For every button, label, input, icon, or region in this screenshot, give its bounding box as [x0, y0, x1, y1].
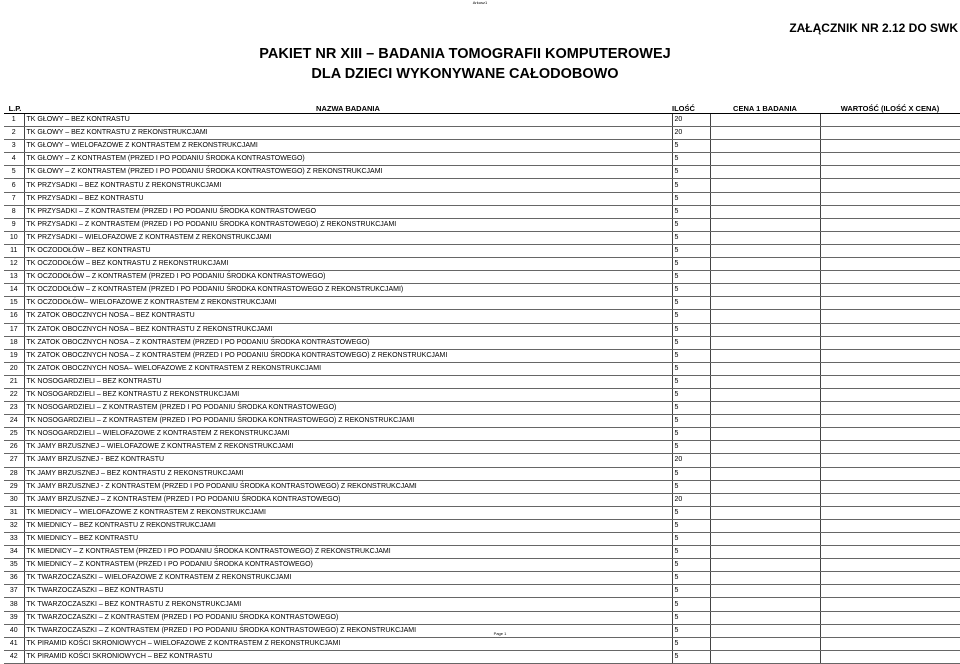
column-header-value: WARTOŚĆ (ILOŚĆ X CENA): [820, 103, 960, 114]
table-row: [4, 650, 960, 663]
table-row: [4, 467, 960, 480]
table-row: [4, 127, 960, 140]
row-price: [710, 415, 820, 428]
row-price: [710, 454, 820, 467]
row-qty: 5: [672, 480, 710, 493]
row-value: [820, 585, 960, 598]
row-value: [820, 415, 960, 428]
row-lp: 28: [4, 467, 24, 480]
row-price: [710, 441, 820, 454]
row-qty: 5: [672, 572, 710, 585]
row-price: [710, 559, 820, 572]
row-qty: 5: [672, 585, 710, 598]
row-qty: 5: [672, 349, 710, 362]
row-lp: 11: [4, 244, 24, 257]
row-name: TK PRZYSADKI – Z KONTRASTEM (PRZED I PO PODANIU ŚRODKA KONTRASTOWEGO: [24, 205, 672, 218]
row-price: [710, 192, 820, 205]
row-name: TK NOSOGARDZIELI – WIELOFAZOWE Z KONTRASTEM Z REKONSTRUKCJAMI: [24, 428, 672, 441]
row-name: TK PRZYSADKI – WIELOFAZOWE Z KONTRASTEM Z REKONSTRUKCJAMI: [24, 231, 672, 244]
row-name: TK OCZODOŁÓW – Z KONTRASTEM (PRZED I PO PODANIU ŚRODKA KONTRASTOWEGO): [24, 271, 672, 284]
row-price: [710, 402, 820, 415]
row-lp: 21: [4, 375, 24, 388]
row-value: [820, 218, 960, 231]
row-lp: 1: [4, 114, 24, 127]
row-value: [820, 480, 960, 493]
row-value: [820, 637, 960, 650]
row-price: [710, 467, 820, 480]
row-qty: 5: [672, 140, 710, 153]
row-lp: 16: [4, 310, 24, 323]
table-row: [4, 323, 960, 336]
row-price: [710, 572, 820, 585]
row-lp: 23: [4, 402, 24, 415]
row-name: TK NOSOGARDZIELI – Z KONTRASTEM (PRZED I PO PODANIU ŚRODKA KONTRASTOWEGO): [24, 402, 672, 415]
row-lp: 19: [4, 349, 24, 362]
row-price: [710, 258, 820, 271]
row-name: TK TWARZOCZASZKI – WIELOFAZOWE Z KONTRASTEM Z REKONSTRUKCJAMI: [24, 572, 672, 585]
row-price: [710, 140, 820, 153]
table-row: [4, 258, 960, 271]
table-row: [4, 297, 960, 310]
row-price: [710, 375, 820, 388]
row-lp: 14: [4, 284, 24, 297]
row-lp: 34: [4, 546, 24, 559]
row-value: [820, 506, 960, 519]
row-name: TK MIEDNICY – BEZ KONTRASTU: [24, 533, 672, 546]
row-name: TK PRZYSADKI – Z KONTRASTEM (PRZED I PO PODANIU ŚRODKA KONTRASTOWEGO) Z REKONSTRUKCJAMI: [24, 218, 672, 231]
row-name: TK ZATOK OBOCZNYCH NOSA– WIELOFAZOWE Z KONTRASTEM Z REKONSTRUKCJAMI: [24, 362, 672, 375]
row-qty: 5: [672, 388, 710, 401]
row-qty: 5: [672, 650, 710, 663]
row-value: [820, 441, 960, 454]
row-value: [820, 349, 960, 362]
table-row: [4, 388, 960, 401]
row-qty: 20: [672, 127, 710, 140]
row-price: [710, 650, 820, 663]
table-row: [4, 611, 960, 624]
row-value: [820, 546, 960, 559]
row-value: [820, 388, 960, 401]
row-lp: 10: [4, 231, 24, 244]
row-price: [710, 271, 820, 284]
row-price: [710, 493, 820, 506]
row-price: [710, 336, 820, 349]
document-subtitle: DLA DZIECI WYKONYWANE CAŁODOBOWO: [311, 66, 619, 82]
row-lp: 35: [4, 559, 24, 572]
table-header-row: [4, 103, 960, 114]
row-price: [710, 585, 820, 598]
row-price: [710, 205, 820, 218]
row-value: [820, 205, 960, 218]
row-value: [820, 493, 960, 506]
row-lp: 6: [4, 179, 24, 192]
row-price: [710, 114, 820, 127]
page-number: Page 1: [493, 631, 507, 636]
row-lp: 15: [4, 297, 24, 310]
row-qty: 5: [672, 467, 710, 480]
document-title: PAKIET NR XIII – BADANIA TOMOGRAFII KOMPUTEROWEJ: [259, 46, 671, 62]
sheet-tab-label: Arkusz1: [472, 0, 488, 5]
row-value: [820, 598, 960, 611]
table-row: [4, 140, 960, 153]
row-value: [820, 140, 960, 153]
column-header-qty: ILOŚĆ: [672, 103, 710, 114]
row-qty: 5: [672, 231, 710, 244]
row-qty: 5: [672, 179, 710, 192]
row-name: TK NOSOGARDZIELI – BEZ KONTRASTU: [24, 375, 672, 388]
table-row: [4, 493, 960, 506]
row-value: [820, 258, 960, 271]
row-name: TK GŁOWY – Z KONTRASTEM (PRZED I PO PODANIU ŚRODKA KONTRASTOWEGO): [24, 153, 672, 166]
row-value: [820, 244, 960, 257]
row-qty: 5: [672, 559, 710, 572]
table-row: [4, 441, 960, 454]
table-body: [4, 114, 960, 664]
table-row: [4, 519, 960, 532]
row-lp: 5: [4, 166, 24, 179]
row-name: TK NOSOGARDZIELI – Z KONTRASTEM (PRZED I PO PODANIU ŚRODKA KONTRASTOWEGO) Z REKONSTRUKCJAMI: [24, 415, 672, 428]
row-name: TK TWARZOCZASZKI – BEZ KONTRASTU: [24, 585, 672, 598]
table-row: [4, 179, 960, 192]
row-price: [710, 310, 820, 323]
row-value: [820, 153, 960, 166]
row-name: TK MIEDNICY – Z KONTRASTEM (PRZED I PO PODANIU ŚRODKA KONTRASTOWEGO): [24, 559, 672, 572]
row-qty: 5: [672, 244, 710, 257]
row-price: [710, 297, 820, 310]
row-name: TK GŁOWY – BEZ KONTRASTU Z REKONSTRUKCJAMI: [24, 127, 672, 140]
row-lp: 29: [4, 480, 24, 493]
procedures-table: [4, 103, 960, 664]
row-qty: 5: [672, 533, 710, 546]
row-value: [820, 179, 960, 192]
row-price: [710, 323, 820, 336]
row-price: [710, 349, 820, 362]
row-lp: 20: [4, 362, 24, 375]
row-qty: 5: [672, 205, 710, 218]
row-name: TK ZATOK OBOCZNYCH NOSA – Z KONTRASTEM (PRZED I PO PODANIU ŚRODKA KONTRASTOWEGO) Z REKONSTRUKCJAMI: [24, 349, 672, 362]
row-qty: 5: [672, 546, 710, 559]
table-row: [4, 231, 960, 244]
row-lp: 41: [4, 637, 24, 650]
table-row: [4, 271, 960, 284]
row-qty: 5: [672, 166, 710, 179]
row-value: [820, 533, 960, 546]
table-row: [4, 402, 960, 415]
row-price: [710, 480, 820, 493]
row-name: TK OCZODOŁÓW– WIELOFAZOWE Z KONTRASTEM Z REKONSTRUKCJAMI: [24, 297, 672, 310]
row-price: [710, 428, 820, 441]
row-name: TK TWARZOCZASZKI – Z KONTRASTEM (PRZED I PO PODANIU ŚRODKA KONTRASTOWEGO) Z REKONSTRUKCJAMI: [24, 624, 672, 637]
row-lp: 17: [4, 323, 24, 336]
row-value: [820, 323, 960, 336]
table-row: [4, 480, 960, 493]
table-row: [4, 244, 960, 257]
row-qty: 20: [672, 493, 710, 506]
table-row: [4, 166, 960, 179]
table-row: [4, 362, 960, 375]
row-price: [710, 231, 820, 244]
row-price: [710, 611, 820, 624]
row-price: [710, 546, 820, 559]
row-qty: 5: [672, 624, 710, 637]
row-value: [820, 519, 960, 532]
row-price: [710, 519, 820, 532]
row-value: [820, 114, 960, 127]
table-row: [4, 218, 960, 231]
row-qty: 5: [672, 402, 710, 415]
row-name: TK TWARZOCZASZKI – BEZ KONTRASTU Z REKONSTRUKCJAMI: [24, 598, 672, 611]
row-qty: 5: [672, 271, 710, 284]
row-name: TK PRZYSADKI – BEZ KONTRASTU: [24, 192, 672, 205]
row-lp: 27: [4, 454, 24, 467]
row-qty: 5: [672, 375, 710, 388]
row-price: [710, 218, 820, 231]
table-row: [4, 506, 960, 519]
row-lp: 7: [4, 192, 24, 205]
column-header-lp: L.P.: [4, 103, 24, 114]
row-lp: 2: [4, 127, 24, 140]
row-name: TK PIRAMID KOŚCI SKRONIOWYCH – BEZ KONTRASTU: [24, 650, 672, 663]
row-name: TK MIEDNICY – BEZ KONTRASTU Z REKONSTRUKCJAMI: [24, 519, 672, 532]
row-price: [710, 637, 820, 650]
row-value: [820, 231, 960, 244]
row-value: [820, 336, 960, 349]
row-lp: 37: [4, 585, 24, 598]
row-name: TK GŁOWY – Z KONTRASTEM (PRZED I PO PODANIU ŚRODKA KONTRASTOWEGO) Z REKONSTRUKCJAMI: [24, 166, 672, 179]
table-row: [4, 533, 960, 546]
row-lp: 18: [4, 336, 24, 349]
row-lp: 8: [4, 205, 24, 218]
table-row: [4, 205, 960, 218]
row-lp: 42: [4, 650, 24, 663]
row-name: TK GŁOWY – BEZ KONTRASTU: [24, 114, 672, 127]
row-name: TK JAMY BRZUSZNEJ – Z KONTRASTEM (PRZED I PO PODANIU ŚRODKA KONTRASTOWEGO): [24, 493, 672, 506]
row-value: [820, 166, 960, 179]
row-price: [710, 533, 820, 546]
row-qty: 5: [672, 218, 710, 231]
row-price: [710, 166, 820, 179]
row-value: [820, 572, 960, 585]
row-qty: 5: [672, 310, 710, 323]
row-lp: 33: [4, 533, 24, 546]
row-qty: 5: [672, 598, 710, 611]
row-lp: 25: [4, 428, 24, 441]
row-name: TK PIRAMID KOŚCI SKRONIOWYCH – WIELOFAZOWE Z KONTRASTEM Z REKONSTRUKCJAMI: [24, 637, 672, 650]
column-header-price: CENA 1 BADANIA: [710, 103, 820, 114]
row-lp: 30: [4, 493, 24, 506]
row-lp: 40: [4, 624, 24, 637]
row-price: [710, 244, 820, 257]
row-lp: 13: [4, 271, 24, 284]
row-value: [820, 127, 960, 140]
row-name: TK OCZODOŁÓW – BEZ KONTRASTU: [24, 244, 672, 257]
row-qty: 5: [672, 519, 710, 532]
row-qty: 5: [672, 336, 710, 349]
row-name: TK OCZODOŁÓW – Z KONTRASTEM (PRZED I PO PODANIU ŚRODKA KONTRASTOWEGO Z REKONSTRUKCJAMI): [24, 284, 672, 297]
table-row: [4, 284, 960, 297]
row-value: [820, 362, 960, 375]
row-price: [710, 598, 820, 611]
table-row: [4, 114, 960, 127]
row-name: TK JAMY BRZUSZNEJ – WIELOFAZOWE Z KONTRASTEM Z REKONSTRUKCJAMI: [24, 441, 672, 454]
row-value: [820, 454, 960, 467]
row-lp: 12: [4, 258, 24, 271]
table-row: [4, 598, 960, 611]
row-qty: 20: [672, 114, 710, 127]
row-value: [820, 310, 960, 323]
table-row: [4, 336, 960, 349]
table-row: [4, 546, 960, 559]
table-row: [4, 637, 960, 650]
row-value: [820, 271, 960, 284]
row-name: TK JAMY BRZUSZNEJ - Z KONTRASTEM (PRZED I PO PODANIU ŚRODKA KONTRASTOWEGO) Z REKONSTRUKCJAMI: [24, 480, 672, 493]
row-value: [820, 559, 960, 572]
row-qty: 5: [672, 611, 710, 624]
row-name: TK ZATOK OBOCZNYCH NOSA – Z KONTRASTEM (PRZED I PO PODANIU ŚRODKA KONTRASTOWEGO): [24, 336, 672, 349]
row-name: TK GŁOWY – WIELOFAZOWE Z KONTRASTEM Z REKONSTRUKCJAMI: [24, 140, 672, 153]
row-lp: 32: [4, 519, 24, 532]
row-lp: 39: [4, 611, 24, 624]
row-value: [820, 192, 960, 205]
row-qty: 5: [672, 297, 710, 310]
column-header-name: NAZWA BADANIA: [24, 103, 672, 114]
row-lp: 22: [4, 388, 24, 401]
row-qty: 5: [672, 441, 710, 454]
table-row: [4, 375, 960, 388]
row-qty: 5: [672, 362, 710, 375]
row-qty: 5: [672, 637, 710, 650]
row-price: [710, 153, 820, 166]
annex-label: ZAŁĄCZNIK NR 2.12 DO SWK: [789, 21, 958, 35]
row-name: TK ZATOK OBOCZNYCH NOSA – BEZ KONTRASTU Z REKONSTRUKCJAMI: [24, 323, 672, 336]
row-lp: 9: [4, 218, 24, 231]
table-row: [4, 572, 960, 585]
row-lp: 3: [4, 140, 24, 153]
row-lp: 4: [4, 153, 24, 166]
table-row: [4, 454, 960, 467]
row-value: [820, 428, 960, 441]
row-qty: 5: [672, 323, 710, 336]
table-row: [4, 585, 960, 598]
row-price: [710, 284, 820, 297]
row-lp: 38: [4, 598, 24, 611]
row-qty: 20: [672, 454, 710, 467]
row-price: [710, 506, 820, 519]
table-row: [4, 559, 960, 572]
row-name: TK NOSOGARDZIELI – BEZ KONTRASTU Z REKONSTRUKCJAMI: [24, 388, 672, 401]
row-value: [820, 467, 960, 480]
table-row: [4, 310, 960, 323]
row-qty: 5: [672, 284, 710, 297]
table-row: [4, 349, 960, 362]
table-row: [4, 415, 960, 428]
row-name: TK PRZYSADKI – BEZ KONTRASTU Z REKONSTRUKCJAMI: [24, 179, 672, 192]
table-row: [4, 153, 960, 166]
row-lp: 24: [4, 415, 24, 428]
row-lp: 31: [4, 506, 24, 519]
row-name: TK JAMY BRZUSZNEJ - BEZ KONTRASTU: [24, 454, 672, 467]
row-qty: 5: [672, 192, 710, 205]
row-lp: 36: [4, 572, 24, 585]
row-qty: 5: [672, 415, 710, 428]
row-name: TK ZATOK OBOCZNYCH NOSA – BEZ KONTRASTU: [24, 310, 672, 323]
row-price: [710, 388, 820, 401]
row-qty: 5: [672, 428, 710, 441]
row-lp: 26: [4, 441, 24, 454]
row-name: TK MIEDNICY – Z KONTRASTEM (PRZED I PO PODANIU ŚRODKA KONTRASTOWEGO) Z REKONSTRUKCJAMI: [24, 546, 672, 559]
row-value: [820, 650, 960, 663]
table-row: [4, 428, 960, 441]
row-value: [820, 611, 960, 624]
row-name: TK JAMY BRZUSZNEJ – BEZ KONTRASTU Z REKONSTRUKCJAMI: [24, 467, 672, 480]
row-price: [710, 362, 820, 375]
row-name: TK TWARZOCZASZKI – Z KONTRASTEM (PRZED I PO PODANIU ŚRODKA KONTRASTOWEGO): [24, 611, 672, 624]
row-value: [820, 375, 960, 388]
row-qty: 5: [672, 506, 710, 519]
row-value: [820, 402, 960, 415]
row-name: TK MIEDNICY – WIELOFAZOWE Z KONTRASTEM Z REKONSTRUKCJAMI: [24, 506, 672, 519]
row-price: [710, 127, 820, 140]
row-qty: 5: [672, 258, 710, 271]
row-value: [820, 297, 960, 310]
row-price: [710, 179, 820, 192]
row-value: [820, 284, 960, 297]
row-qty: 5: [672, 153, 710, 166]
row-name: TK OCZODOŁÓW – BEZ KONTRASTU Z REKONSTRUKCJAMI: [24, 258, 672, 271]
table-row: [4, 192, 960, 205]
